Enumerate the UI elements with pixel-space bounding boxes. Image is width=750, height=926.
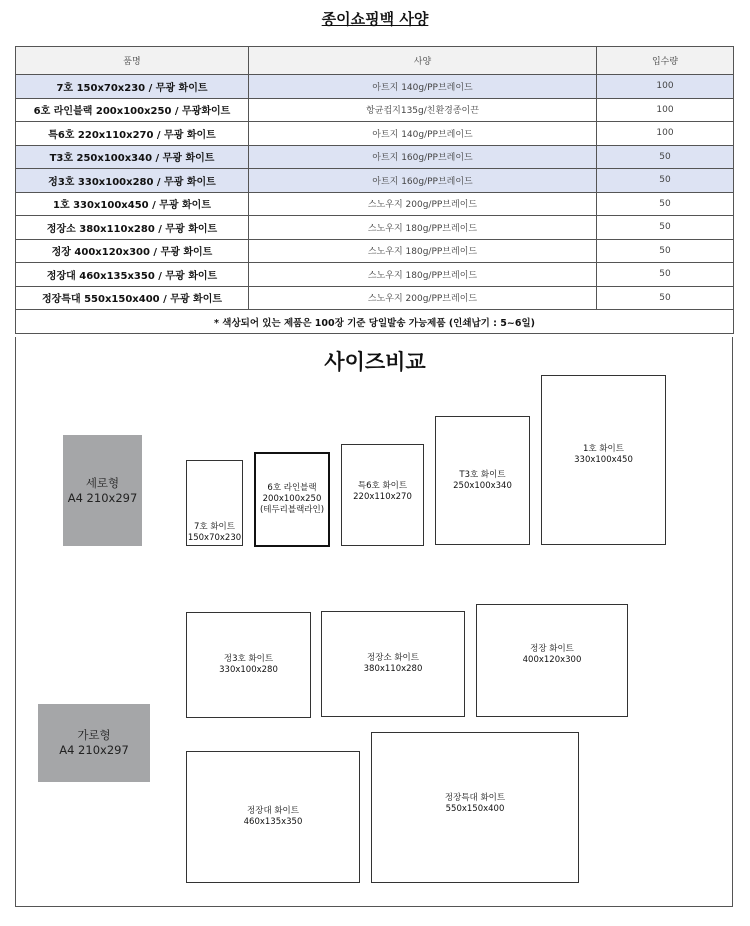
- row-qty: 50: [597, 263, 734, 287]
- row-qty: 50: [597, 216, 734, 240]
- row-spec: 아트지 160g/PP브레이드: [249, 145, 597, 169]
- bag-6ho-size: 200x100x250: [262, 494, 322, 504]
- row-name: 정장대 460x135x350 / 무광 화이트: [16, 263, 249, 287]
- bag-jeong3ho: [186, 612, 311, 718]
- row-spec: 스노우지 180g/PP브레이드: [249, 263, 597, 287]
- bag-1ho-size: 330x100x450: [574, 455, 633, 465]
- bag-jeongjangdae-label: 정장대 화이트: [247, 806, 299, 816]
- row-spec: 항균컵지135g/친환경종이끈: [249, 98, 597, 122]
- bag-special-6ho-size: 220x110x270: [353, 492, 412, 502]
- bag-t3ho-size: 250x100x340: [453, 480, 512, 491]
- row-name: 정장특대 550x150x400 / 무광 화이트: [16, 286, 249, 310]
- bag-jeongjangdae-size: 460x135x350: [243, 817, 303, 827]
- table-row: [16, 263, 734, 287]
- row-name: 정장 400x120x300 / 무광 화이트: [16, 239, 249, 263]
- row-spec: 스노우지 180g/PP브레이드: [249, 216, 597, 240]
- bag-special-6ho: [341, 444, 424, 546]
- table-row: [16, 169, 734, 193]
- table-row: [16, 122, 734, 146]
- row-qty: 50: [597, 169, 734, 193]
- row-qty: 50: [597, 239, 734, 263]
- bag-1ho: [541, 375, 666, 545]
- bag-6ho-label: 6호 라인블랙: [267, 483, 317, 493]
- a4-landscape-reference: [38, 704, 150, 782]
- a4-portrait-label: 세로형: [85, 475, 120, 490]
- table-row: [16, 98, 734, 122]
- header-qty: 입수량: [597, 47, 734, 75]
- row-spec: 아트지 140g/PP브레이드: [249, 122, 597, 146]
- bag-jeongjangteukdae-size: 550x150x400: [445, 803, 505, 814]
- bag-jeong3ho-label: 정3호 화이트: [223, 654, 274, 664]
- row-spec: 스노우지 200g/PP브레이드: [249, 192, 597, 216]
- table-note-row: [16, 310, 734, 334]
- bag-jeongjang: [476, 604, 628, 717]
- bag-7ho: [186, 460, 243, 546]
- bag-7ho-label: 7호 화이트: [194, 522, 235, 532]
- bag-t3ho-label: T3호 화이트: [459, 469, 506, 480]
- bag-jeongjangteukdae-label: 정장특대 화이트: [444, 792, 506, 803]
- row-spec: 아트지 140g/PP브레이드: [249, 75, 597, 99]
- a4-landscape-size: A4 210x297: [59, 743, 129, 757]
- bag-jeongjangso-label: 정장소 화이트: [367, 653, 419, 663]
- bag-6ho-lineblack: [254, 452, 330, 547]
- row-name: 6호 라인블랙 200x100x250 / 무광화이트: [16, 98, 249, 122]
- row-qty: 50: [597, 192, 734, 216]
- row-spec: 아트지 160g/PP브레이드: [249, 169, 597, 193]
- row-spec: 스노우지 180g/PP브레이드: [249, 239, 597, 263]
- bag-special-6ho-label: 특6호 화이트: [357, 481, 408, 491]
- a4-landscape-label: 가로형: [77, 728, 111, 742]
- a4-portrait-size: A4 210x297: [67, 490, 138, 505]
- bag-jeongjang-label: 정장 화이트: [530, 643, 574, 654]
- bag-jeongjangdae: [186, 751, 360, 883]
- bag-jeong3ho-size: 330x100x280: [219, 665, 278, 675]
- bag-7ho-size: 150x70x230: [187, 533, 242, 543]
- header-spec: 사양: [249, 47, 597, 75]
- table-row: [16, 192, 734, 216]
- row-name: 특6호 220x110x270 / 무광 화이트: [16, 122, 249, 146]
- table-row: [16, 286, 734, 310]
- row-name: 1호 330x100x450 / 무광 화이트: [16, 192, 249, 216]
- bag-t3ho: [435, 416, 530, 545]
- table-note: * 색상되어 있는 제품은 100장 기준 당일발송 가능제품 (인쇄납기 : 5~6일): [16, 310, 734, 334]
- row-name: 7호 150x70x230 / 무광 화이트: [16, 75, 249, 99]
- table-row: [16, 216, 734, 240]
- header-name: 품명: [16, 47, 249, 75]
- row-qty: 100: [597, 122, 734, 146]
- bag-1ho-label: 1호 화이트: [583, 444, 624, 454]
- bag-jeongjangso-size: 380x110x280: [363, 664, 423, 674]
- row-name: 정장소 380x110x280 / 무광 화이트: [16, 216, 249, 240]
- table-header-row: [16, 47, 734, 75]
- bag-jeongjangso: [321, 611, 465, 717]
- size-comparison-title: 사이즈비교: [324, 350, 426, 374]
- a4-portrait-reference: [63, 435, 142, 546]
- row-name: 정3호 330x100x280 / 무광 화이트: [16, 169, 249, 193]
- spec-table: [15, 46, 734, 334]
- row-qty: 100: [597, 75, 734, 99]
- row-name: T3호 250x100x340 / 무광 화이트: [16, 145, 249, 169]
- table-row: [16, 239, 734, 263]
- row-spec: 스노우지 200g/PP브레이드: [249, 286, 597, 310]
- row-qty: 100: [597, 98, 734, 122]
- row-qty: 50: [597, 286, 734, 310]
- page-title: 종이쇼핑백 사양: [321, 10, 429, 28]
- table-row: [16, 145, 734, 169]
- bag-6ho-note: (테두리블랙라인): [259, 505, 325, 515]
- table-row: [16, 75, 734, 99]
- bag-jeongjangteukdae: [371, 732, 579, 883]
- bag-jeongjang-size: 400x120x300: [522, 654, 582, 665]
- row-qty: 50: [597, 145, 734, 169]
